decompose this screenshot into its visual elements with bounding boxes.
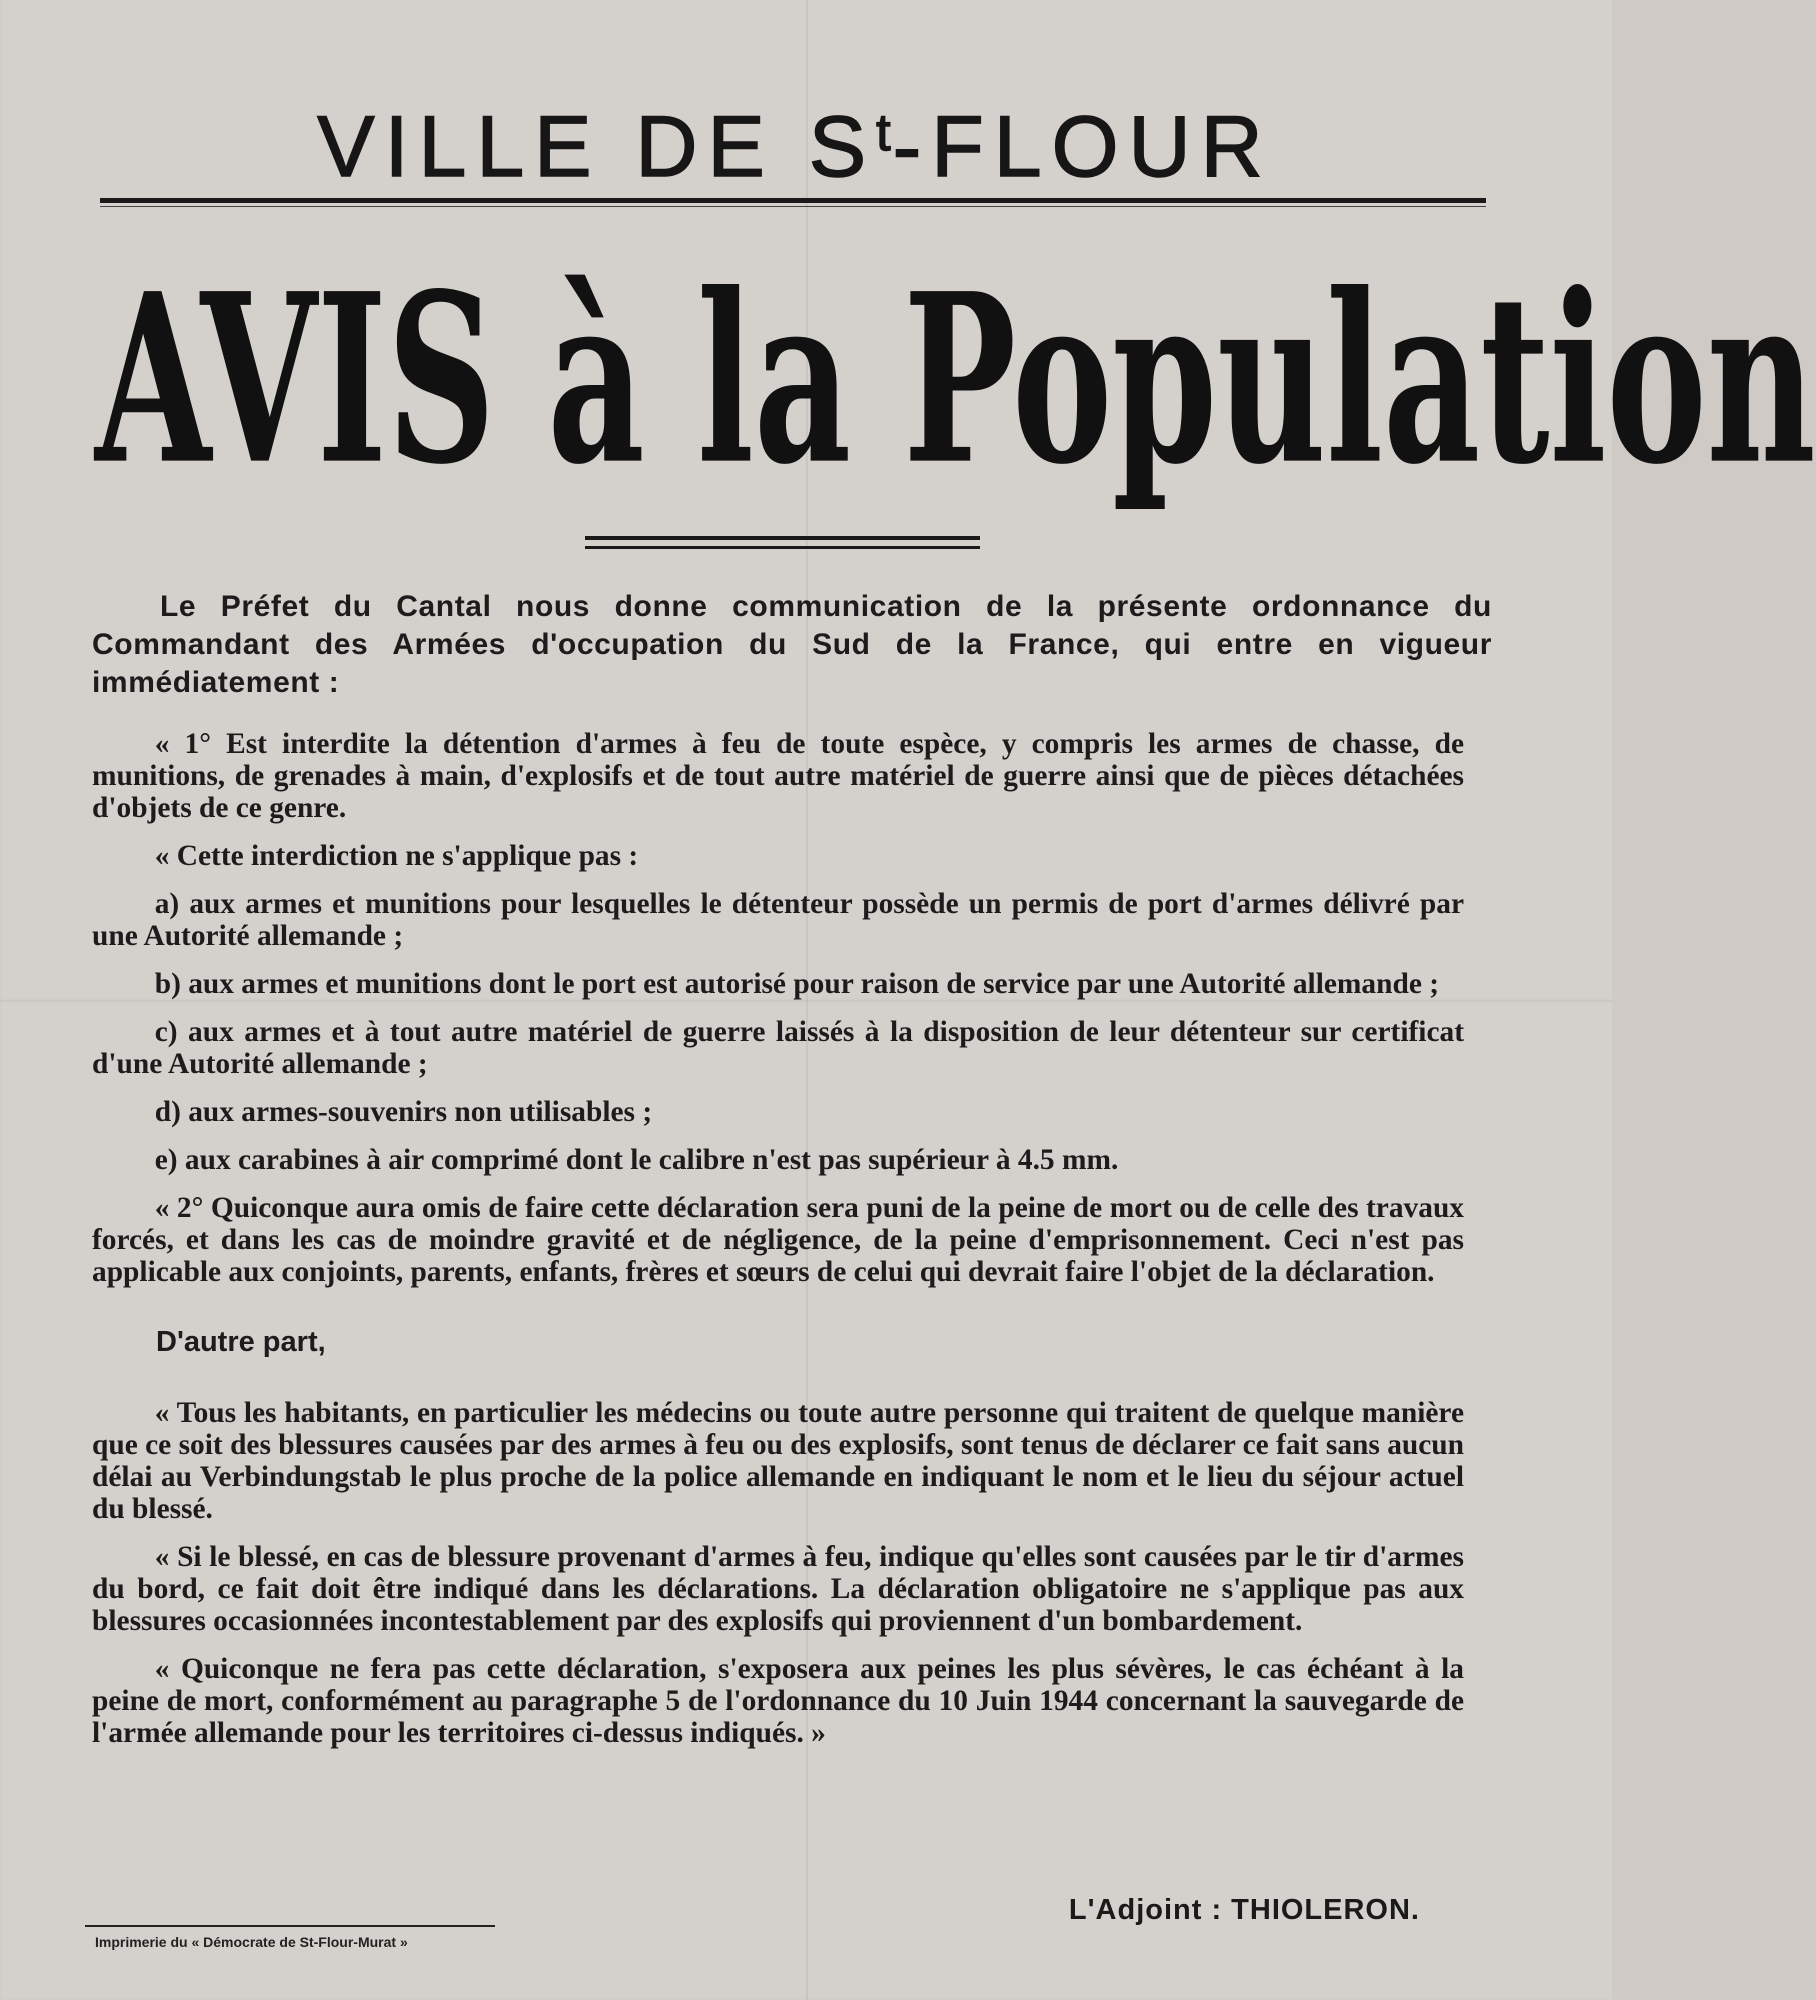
paragraph-exception-d: d) aux armes-souvenirs non utilisables ;: [154, 1095, 653, 1128]
paragraph-sanctions: « Quiconque ne fera pas cette déclaration, s'exposera aux peines les plus sévères, le cas échéant à la peine de mort, conformément au paragraphe 5 de l'ordonnance du 10 Juin 1944 concernant la sauvegarde de l'armée allemande pour les territoires ci-dessus indiqués. »: [92, 1652, 1465, 1749]
paragraph-exception-b: b) aux armes et munitions dont le port est autorisé pour raison de service par une Autorité allemande ;: [154, 967, 1440, 1000]
autre-part-heading: D'autre part,: [156, 1326, 326, 1358]
intro-paragraph: Le Préfet du Cantal nous donne communication de la présente ordonnance du Commandant des Armées d'occupation du Sud de la France, qui entre en vigueur immédiatement :: [92, 590, 1492, 699]
paragraph-exception-e: e) aux carabines à air comprimé dont le calibre n'est pas supérieur à 4.5 mm.: [154, 1143, 1119, 1176]
paragraph-exception-a: a) aux armes et munitions pour lesquelles le détenteur possède un permis de port d'armes délivré par une Autorité allemande ;: [92, 887, 1465, 952]
signature: L'Adjoint : THIOLERON.: [1068, 1894, 1420, 1926]
notice-body: [92, 588, 1492, 1765]
paragraph-exceptions-intro: « Cette interdiction ne s'applique pas :: [154, 839, 639, 872]
paragraph-article-2: « 2° Quiconque aura omis de faire cette déclaration sera puni de la peine de mort ou de celle des travaux forcés, et dans les cas de moindre gravité et de négligence, de la peine d'emprisonnement. Ceci n'est pas applicable aux conjoints, parents, enfants, frères et sœurs de celui qui devrait faire l'objet de la déclaration.: [92, 1191, 1465, 1288]
printer-credit: Imprimerie du « Démocrate de St-Flour-Murat »: [95, 1934, 408, 1950]
paragraph-declaration: « Tous les habitants, en particulier les médecins ou toute autre personne qui traitent de quelque manière que ce soit des blessures causées par des armes à feu ou des explosifs, sont tenus de déclarer ce fait sans aucun délai au Verbindungstab le plus proche de la police allemande en indiquant le nom et le lieu du séjour actuel du blessé.: [92, 1396, 1465, 1525]
notice-title: AVIS à la Population: [95, 243, 1816, 517]
title-underline-1: [585, 536, 980, 540]
paragraph-exception-c: c) aux armes et à tout autre matériel de guerre laissés à la disposition de leur détenteur sur certificat d'une Autorité allemande ;: [92, 1015, 1465, 1080]
town-sup: t: [876, 104, 893, 162]
town-suffix: -FLOUR: [892, 99, 1273, 195]
paragraph-bord: « Si le blessé, en cas de blessure provenant d'armes à feu, indique qu'elles sont causées par le tir d'armes du bord, ce fait doit être indiqué dans les déclarations. La déclaration obligatoire ne s'applique pas aux blessures occasionnées incontestablement par des explosifs qui proviennent d'un bombardement.: [92, 1540, 1465, 1637]
title-underline-2: [585, 546, 980, 549]
paragraph-article-1: « 1° Est interdite la détention d'armes à feu de toute espèce, y compris les armes de chasse, de munitions, de grenades à main, d'explosifs et de tout autre matériel de guerre ainsi que de pièces détachées d'objets de ce genre.: [92, 727, 1465, 824]
printer-rule: [85, 1925, 495, 1927]
town-prefix: VILLE DE S: [317, 99, 877, 195]
